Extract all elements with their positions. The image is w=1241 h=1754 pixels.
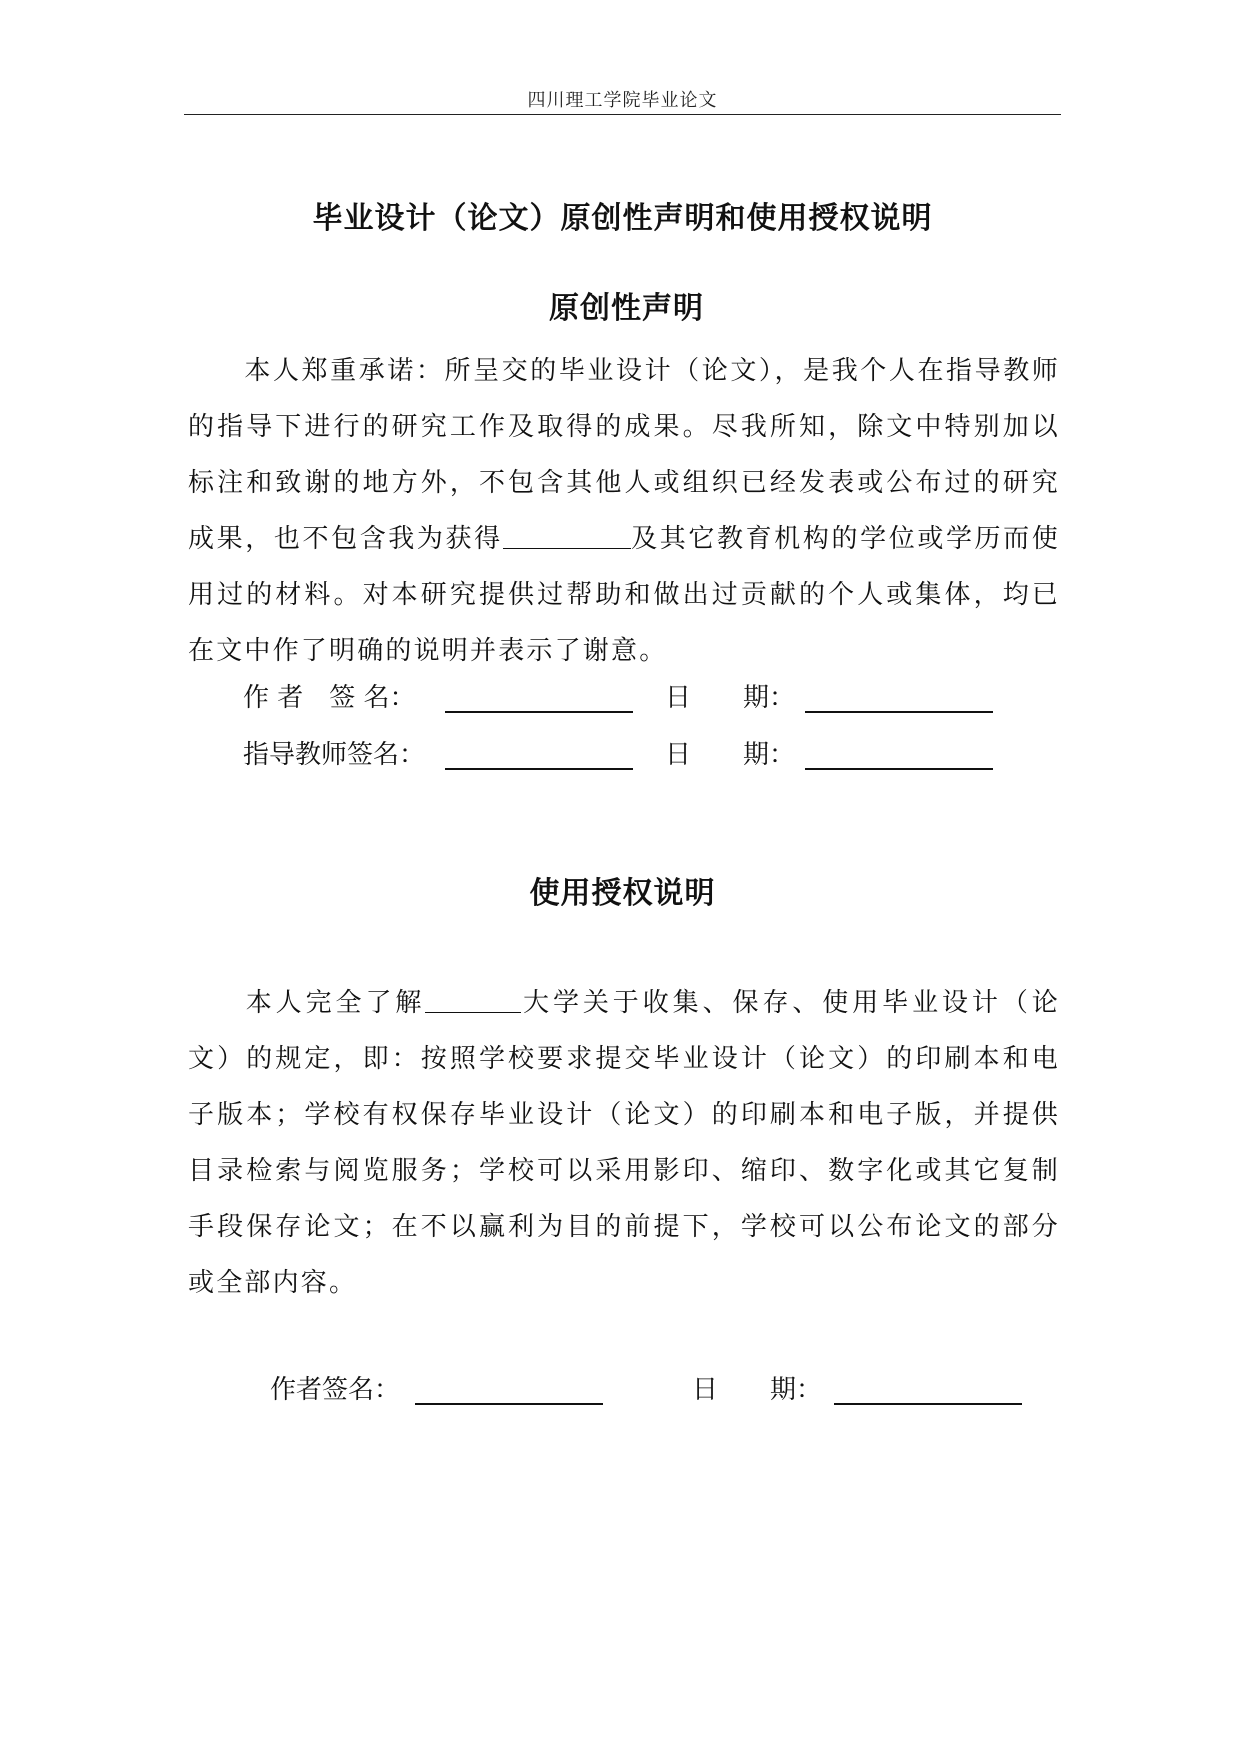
running-header: 四川理工学院毕业论文: [527, 90, 718, 111]
author-signature-line: [445, 711, 633, 713]
authorization-signature-row: [0, 1370, 1241, 1414]
authorization-paragraph: [188, 975, 1060, 1311]
advisor-signature-line: [445, 768, 633, 770]
date-line: [805, 768, 993, 770]
author-signature-row: [0, 678, 1241, 722]
authorization-section-title: 使用授权说明: [529, 876, 716, 911]
originality-text-part1: 本人郑重承诺：所呈交的毕业设计（论文），是我个人在指导教师的指导下进行的研究工作及取得的成果。尽我所知，除文中特别加以标注和致谢的地方外，不包含其他人或组织已经发表或公布过的研究成果，也不包含我为获得: [188, 356, 1060, 554]
university-blank: [425, 986, 521, 1013]
originality-section-title: 原创性声明: [549, 291, 704, 326]
date-label: 日 期：: [665, 683, 796, 713]
originality-paragraph: [188, 343, 1060, 679]
author-signature-label: 作 者 签 名：: [243, 683, 416, 713]
advisor-signature-label: 指导教师签名：: [243, 740, 426, 770]
authorization-text-part2: 大学关于收集、保存、使用毕业设计（论文）的规定，即：按照学校要求提交毕业设计（论文）的印刷本和电子版本；学校有权保存毕业设计（论文）的印刷本和电子版，并提供目录检索与阅览服务；学校可以采用影印、缩印、数字化或其它复制手段保存论文；在不以赢利为目的前提下，学校可以公布论文的部分或全部内容。: [188, 988, 1060, 1298]
date-line: [805, 711, 993, 713]
advisor-signature-row: [0, 735, 1241, 779]
author-signature-label: 作者签名：: [270, 1375, 401, 1405]
author-signature-line: [415, 1403, 603, 1405]
originality-text-part2: 及其它教育机构的学位或学历而使用过的材料。对本研究提供过帮助和做出过贡献的个人或集体，均已在文中作了明确的说明并表示了谢意。: [188, 524, 1060, 666]
document-title: 毕业设计（论文）原创性声明和使用授权说明: [312, 201, 933, 236]
institution-blank: [503, 522, 631, 549]
date-label: 日 期：: [665, 740, 796, 770]
date-label: 日 期：: [692, 1375, 823, 1405]
date-line: [834, 1403, 1022, 1405]
authorization-text-part1: 本人完全了解: [244, 988, 426, 1018]
header-rule: [184, 114, 1061, 115]
